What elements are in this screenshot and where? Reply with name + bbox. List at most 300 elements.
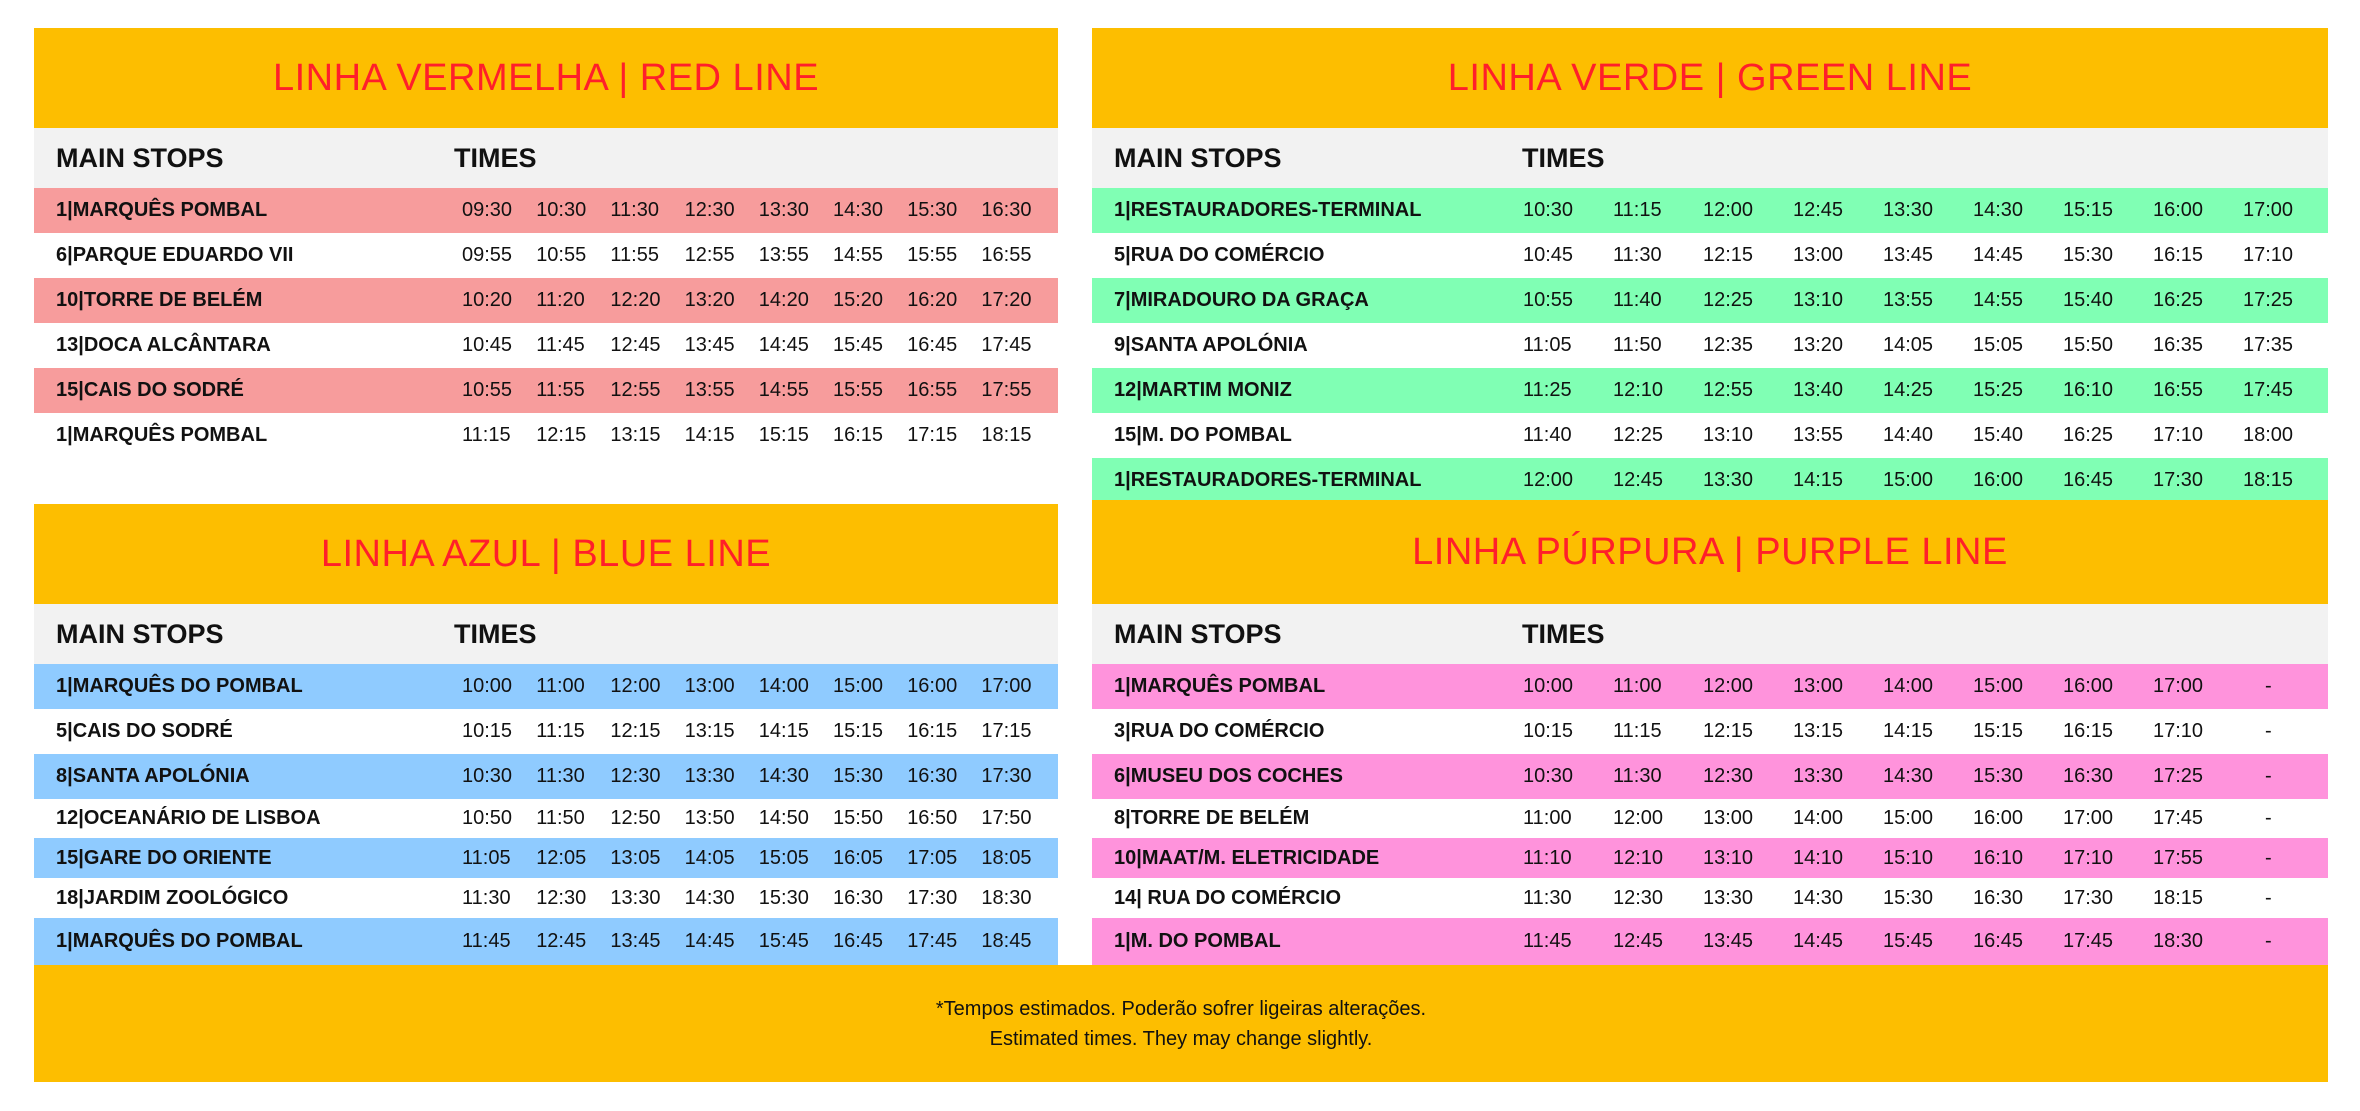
departure-time: 13:40	[1793, 379, 1844, 401]
departure-time: 18:15	[2153, 887, 2204, 909]
departure-time: 11:15	[536, 720, 585, 742]
departure-time: 14:45	[684, 930, 735, 952]
departure-time: 14:15	[1793, 469, 1844, 491]
departure-time: 12:30	[1703, 765, 1754, 787]
stop-name: 3|RUA DO COMÉRCIO	[1114, 720, 1325, 742]
schedule-row	[1092, 188, 2328, 233]
red-line-panel	[34, 28, 1058, 468]
departure-time: 10:15	[462, 720, 513, 742]
stop-name: 13|DOCA ALCÂNTARA	[56, 334, 271, 356]
departure-time: 14:45	[1793, 930, 1844, 952]
departure-time: 10:15	[1523, 720, 1574, 742]
schedule-row	[1092, 233, 2328, 278]
schedule-row	[34, 188, 1058, 233]
stop-name: 8|TORRE DE BELÉM	[1114, 807, 1310, 829]
departure-time: 16:45	[907, 334, 958, 356]
departure-time: 16:05	[833, 847, 884, 869]
schedule-row	[1092, 838, 2328, 878]
stop-name: 1|MARQUÊS DO POMBAL	[56, 930, 303, 952]
departure-time: 17:00	[2063, 807, 2114, 829]
schedule-row	[34, 799, 1058, 838]
departure-time: 13:55	[1793, 424, 1844, 446]
departure-time: 13:45	[684, 334, 735, 356]
departure-time: 13:45	[610, 930, 661, 952]
stop-name: 10|TORRE DE BELÉM	[56, 289, 263, 311]
blue-line-title: LINHA AZUL | BLUE LINE	[34, 504, 1058, 604]
departure-time: 11:15	[1613, 199, 1662, 221]
departure-time: 12:35	[1703, 334, 1754, 356]
departure-time: 09:55	[462, 244, 513, 266]
schedule-row	[1092, 413, 2328, 458]
departure-time: 10:00	[1523, 675, 1574, 697]
departure-time: 15:25	[1973, 379, 2024, 401]
departure-time: 11:50	[536, 807, 585, 829]
departure-time: 14:00	[1793, 807, 1844, 829]
departure-time: 11:20	[536, 289, 585, 311]
departure-time: 10:45	[462, 334, 513, 356]
departure-time: 18:45	[981, 930, 1032, 952]
departure-time: 14:15	[1883, 720, 1934, 742]
purple-line-panel	[1092, 500, 2328, 965]
departure-time: 16:45	[1973, 930, 2024, 952]
departure-time: 17:45	[981, 334, 1032, 356]
departure-time: -	[2265, 720, 2272, 742]
red-line-header	[34, 128, 1058, 188]
departure-time: 15:30	[2063, 244, 2114, 266]
departure-time: 13:30	[610, 887, 661, 909]
departure-time: 17:10	[2153, 424, 2204, 446]
departure-time: 12:45	[1793, 199, 1844, 221]
departure-time: 11:55	[536, 379, 585, 401]
departure-time: 13:10	[1703, 847, 1754, 869]
departure-time: 10:20	[462, 289, 513, 311]
stop-name: 8|SANTA APOLÓNIA	[56, 765, 250, 787]
departure-time: 14:40	[1883, 424, 1934, 446]
departure-time: 16:15	[2153, 244, 2204, 266]
departure-time: 13:55	[758, 244, 809, 266]
departure-time: 15:15	[2063, 199, 2114, 221]
departure-time: 11:15	[1613, 720, 1662, 742]
departure-time: 14:30	[1883, 765, 1934, 787]
departure-time: 13:15	[684, 720, 735, 742]
departure-time: 18:15	[2243, 469, 2294, 491]
green-line-title: LINHA VERDE | GREEN LINE	[1092, 28, 2328, 128]
departure-time: 12:15	[1703, 244, 1754, 266]
departure-time: 17:00	[2243, 199, 2294, 221]
departure-time: 15:15	[758, 424, 809, 446]
departure-time: 16:00	[2153, 199, 2204, 221]
stop-name: 1|MARQUÊS POMBAL	[1114, 675, 1326, 697]
stop-name: 5|CAIS DO SODRÉ	[56, 720, 233, 742]
departure-time: 11:00	[536, 675, 585, 697]
departure-time: 17:00	[2153, 675, 2204, 697]
green-line-panel	[1092, 28, 2328, 500]
departure-time: 10:00	[462, 675, 513, 697]
header-times: TIMES	[454, 619, 537, 649]
departure-time: 17:50	[981, 807, 1032, 829]
departure-time: 10:30	[1523, 199, 1574, 221]
departure-time: 16:55	[2153, 379, 2204, 401]
departure-time: 11:45	[536, 334, 585, 356]
green-line-header	[1092, 128, 2328, 188]
departure-time: 13:50	[684, 807, 735, 829]
departure-time: 14:05	[1883, 334, 1934, 356]
departure-time: 16:30	[1973, 887, 2024, 909]
departure-time: 14:30	[833, 199, 884, 221]
departure-time: 13:00	[1703, 807, 1754, 829]
departure-time: 10:30	[536, 199, 587, 221]
footer-note-pt: *Tempos estimados. Poderão sofrer ligeiras alterações.	[935, 997, 1427, 1020]
schedule-row	[34, 664, 1058, 709]
departure-time: 16:15	[833, 424, 884, 446]
departure-time: 12:25	[1613, 424, 1664, 446]
departure-time: 12:00	[610, 675, 661, 697]
departure-time: 11:45	[462, 930, 511, 952]
departure-time: 11:30	[1613, 765, 1662, 787]
departure-time: 10:55	[1523, 289, 1574, 311]
departure-time: 12:55	[610, 379, 661, 401]
header-times: TIMES	[1522, 619, 1605, 649]
departure-time: 14:25	[1883, 379, 1934, 401]
departure-time: 14:30	[758, 765, 809, 787]
stop-name: 12|MARTIM MONIZ	[1114, 379, 1292, 401]
stop-name: 12|OCEANÁRIO DE LISBOA	[56, 807, 321, 829]
departure-time: 17:30	[907, 887, 958, 909]
departure-time: 17:35	[2243, 334, 2294, 356]
departure-time: 11:05	[1523, 334, 1572, 356]
departure-time: 11:55	[610, 244, 659, 266]
schedule-row	[34, 709, 1058, 754]
departure-time: 15:05	[758, 847, 809, 869]
departure-time: 11:40	[1523, 424, 1572, 446]
stop-name: 18|JARDIM ZOOLÓGICO	[56, 887, 289, 909]
departure-time: -	[2265, 675, 2272, 697]
departure-time: 11:30	[536, 765, 585, 787]
departure-time: 12:10	[1613, 379, 1664, 401]
departure-time: 13:20	[1793, 334, 1844, 356]
departure-time: 13:55	[684, 379, 735, 401]
stop-name: 1|MARQUÊS DO POMBAL	[56, 675, 303, 697]
departure-time: 12:20	[610, 289, 661, 311]
departure-time: 14:00	[1883, 675, 1934, 697]
departure-time: 12:55	[1703, 379, 1754, 401]
departure-time: 13:20	[684, 289, 735, 311]
header-main-stops: MAIN STOPS	[56, 143, 224, 173]
departure-time: 15:10	[1883, 847, 1934, 869]
departure-time: 15:15	[833, 720, 884, 742]
blue-line-header	[34, 604, 1058, 664]
departure-time: 13:00	[1793, 675, 1844, 697]
departure-time: 11:10	[1523, 847, 1572, 869]
departure-time: 12:30	[536, 887, 587, 909]
schedule-row	[1092, 278, 2328, 323]
departure-time: 17:30	[981, 765, 1032, 787]
departure-time: 13:30	[684, 765, 735, 787]
schedule-row	[1092, 754, 2328, 799]
departure-time: 17:10	[2243, 244, 2294, 266]
departure-time: 11:30	[1613, 244, 1662, 266]
departure-time: 12:15	[1703, 720, 1754, 742]
purple-line-header	[1092, 604, 2328, 664]
departure-time: 17:05	[907, 847, 958, 869]
schedule-row	[34, 918, 1058, 965]
departure-time: 15:30	[833, 765, 884, 787]
departure-time: 15:55	[907, 244, 958, 266]
departure-time: 13:05	[610, 847, 661, 869]
departure-time: 16:30	[981, 199, 1032, 221]
departure-time: 15:00	[1883, 469, 1934, 491]
departure-time: -	[2265, 847, 2272, 869]
departure-time: 11:40	[1613, 289, 1662, 311]
departure-time: 14:10	[1793, 847, 1844, 869]
departure-time: 17:10	[2153, 720, 2204, 742]
departure-time: 14:15	[758, 720, 809, 742]
departure-time: 14:30	[684, 887, 735, 909]
departure-time: 16:20	[907, 289, 958, 311]
departure-time: 10:55	[462, 379, 513, 401]
departure-time: 16:45	[2063, 469, 2114, 491]
stop-name: 14| RUA DO COMÉRCIO	[1114, 887, 1342, 909]
departure-time: 18:00	[2243, 424, 2294, 446]
departure-time: 13:30	[1703, 469, 1754, 491]
departure-time: 17:45	[907, 930, 958, 952]
departure-time: 16:55	[981, 244, 1032, 266]
departure-time: 16:35	[2153, 334, 2204, 356]
schedule-row	[34, 754, 1058, 799]
header-main-stops: MAIN STOPS	[1114, 619, 1282, 649]
stop-name: 1|MARQUÊS POMBAL	[56, 424, 268, 446]
departure-time: 15:55	[833, 379, 884, 401]
departure-time: 17:00	[981, 675, 1032, 697]
departure-time: 14:20	[758, 289, 809, 311]
schedule-row	[34, 323, 1058, 368]
departure-time: 14:55	[758, 379, 809, 401]
departure-time: 16:30	[2063, 765, 2114, 787]
departure-time: 14:45	[1973, 244, 2024, 266]
departure-time: 13:30	[1703, 887, 1754, 909]
departure-time: 11:30	[462, 887, 511, 909]
departure-time: 16:00	[1973, 469, 2024, 491]
footer-note-en: Estimated times. They may change slightly.	[989, 1027, 1373, 1050]
departure-time: 18:15	[981, 424, 1032, 446]
stop-name: 15|GARE DO ORIENTE	[56, 847, 272, 869]
departure-time: 15:00	[833, 675, 884, 697]
departure-time: 14:00	[758, 675, 809, 697]
departure-time: 11:05	[462, 847, 511, 869]
departure-time: 15:20	[833, 289, 884, 311]
departure-time: 14:30	[1793, 887, 1844, 909]
purple-line-title: LINHA PÚRPURA | PURPLE LINE	[1092, 500, 2328, 604]
departure-time: 11:30	[1523, 887, 1572, 909]
stop-name: 9|SANTA APOLÓNIA	[1114, 334, 1308, 356]
departure-time: 15:50	[2063, 334, 2114, 356]
departure-time: 12:00	[1703, 199, 1754, 221]
departure-time: 17:15	[907, 424, 958, 446]
departure-time: 17:30	[2063, 887, 2114, 909]
departure-time: 16:00	[2063, 675, 2114, 697]
departure-time: 16:45	[833, 930, 884, 952]
departure-time: 13:30	[1883, 199, 1934, 221]
schedule-row	[34, 278, 1058, 323]
red-line-title: LINHA VERMELHA | RED LINE	[34, 28, 1058, 128]
schedule-row	[34, 878, 1058, 918]
departure-time: 10:30	[462, 765, 513, 787]
stop-name: 1|RESTAURADORES-TERMINAL	[1114, 469, 1422, 491]
departure-time: 15:45	[758, 930, 809, 952]
departure-time: 16:25	[2063, 424, 2114, 446]
departure-time: 16:50	[907, 807, 958, 829]
departure-time: 14:50	[758, 807, 809, 829]
departure-time: 15:30	[758, 887, 809, 909]
departure-time: 17:25	[2153, 765, 2204, 787]
departure-time: 13:30	[1793, 765, 1844, 787]
stop-name: 1|RESTAURADORES-TERMINAL	[1114, 199, 1422, 221]
blue-line-panel	[34, 504, 1058, 965]
departure-time: 10:55	[536, 244, 587, 266]
departure-time: 17:45	[2063, 930, 2114, 952]
departure-time: 14:05	[684, 847, 735, 869]
departure-time: 17:10	[2063, 847, 2114, 869]
departure-time: 13:00	[684, 675, 735, 697]
departure-time: 17:55	[981, 379, 1032, 401]
schedule-row	[34, 368, 1058, 413]
departure-time: 11:15	[462, 424, 511, 446]
schedule-row	[34, 838, 1058, 878]
header-times: TIMES	[454, 143, 537, 173]
departure-time: 16:00	[907, 675, 958, 697]
departure-time: 10:30	[1523, 765, 1574, 787]
schedule-row	[1092, 368, 2328, 413]
departure-time: 18:30	[2153, 930, 2204, 952]
header-main-stops: MAIN STOPS	[56, 619, 224, 649]
departure-time: -	[2265, 887, 2272, 909]
schedule-row	[1092, 664, 2328, 709]
departure-time: 15:30	[1973, 765, 2024, 787]
departure-time: 16:15	[907, 720, 958, 742]
departure-time: 16:10	[2063, 379, 2114, 401]
departure-time: 16:00	[1973, 807, 2024, 829]
departure-time: 11:30	[610, 199, 659, 221]
departure-time: 12:25	[1703, 289, 1754, 311]
departure-time: 11:00	[1523, 807, 1572, 829]
departure-time: 09:30	[462, 199, 513, 221]
schedule-row	[1092, 458, 2328, 503]
departure-time: 16:30	[833, 887, 884, 909]
departure-time: 17:55	[2153, 847, 2204, 869]
departure-time: 12:45	[536, 930, 587, 952]
departure-time: 12:45	[610, 334, 661, 356]
departure-time: 13:30	[758, 199, 809, 221]
departure-time: 17:30	[2153, 469, 2204, 491]
departure-time: 14:55	[833, 244, 884, 266]
header-times: TIMES	[1522, 143, 1605, 173]
stop-name: 6|MUSEU DOS COCHES	[1114, 765, 1343, 787]
departure-time: 15:50	[833, 807, 884, 829]
stop-name: 7|MIRADOURO DA GRAÇA	[1114, 289, 1369, 311]
departure-time: 17:45	[2243, 379, 2294, 401]
departure-time: 13:45	[1883, 244, 1934, 266]
departure-time: 15:30	[907, 199, 958, 221]
departure-time: 15:40	[2063, 289, 2114, 311]
departure-time: 14:30	[1973, 199, 2024, 221]
departure-time: 16:30	[907, 765, 958, 787]
departure-time: 16:15	[2063, 720, 2114, 742]
departure-time: 12:15	[610, 720, 661, 742]
departure-time: 12:00	[1613, 807, 1664, 829]
departure-time: 13:00	[1793, 244, 1844, 266]
departure-time: 14:55	[1973, 289, 2024, 311]
departure-time: 12:45	[1613, 930, 1664, 952]
departure-time: 13:10	[1793, 289, 1844, 311]
departure-time: 11:50	[1613, 334, 1662, 356]
departure-time: 15:00	[1883, 807, 1934, 829]
schedule-row	[1092, 709, 2328, 754]
departure-time: 17:25	[2243, 289, 2294, 311]
departure-time: 12:15	[536, 424, 587, 446]
departure-time: 15:45	[833, 334, 884, 356]
departure-time: 13:15	[1793, 720, 1844, 742]
stop-name: 5|RUA DO COMÉRCIO	[1114, 244, 1325, 266]
footer-note	[34, 965, 2328, 1082]
departure-time: 14:45	[758, 334, 809, 356]
departure-time: 13:10	[1703, 424, 1754, 446]
departure-time: 13:15	[610, 424, 661, 446]
stop-name: 1|M. DO POMBAL	[1114, 930, 1281, 952]
departure-time: 12:10	[1613, 847, 1664, 869]
schedule-row	[1092, 918, 2328, 965]
departure-time: 12:30	[610, 765, 661, 787]
departure-time: 12:55	[684, 244, 735, 266]
departure-time: 17:20	[981, 289, 1032, 311]
departure-time: 10:50	[462, 807, 513, 829]
departure-time: 11:45	[1523, 930, 1572, 952]
departure-time: 12:30	[1613, 887, 1664, 909]
departure-time: 12:05	[536, 847, 587, 869]
departure-time: 14:15	[684, 424, 735, 446]
departure-time: 16:25	[2153, 289, 2204, 311]
departure-time: 18:30	[981, 887, 1032, 909]
departure-time: 15:30	[1883, 887, 1934, 909]
departure-time: -	[2265, 765, 2272, 787]
departure-time: 18:05	[981, 847, 1032, 869]
departure-time: 11:00	[1613, 675, 1662, 697]
departure-time: 16:10	[1973, 847, 2024, 869]
departure-time: 12:00	[1523, 469, 1574, 491]
departure-time: 11:25	[1523, 379, 1572, 401]
schedule-row	[34, 233, 1058, 278]
departure-time: 17:45	[2153, 807, 2204, 829]
schedule-row	[1092, 323, 2328, 368]
schedule-row	[1092, 799, 2328, 838]
departure-time: 12:45	[1613, 469, 1664, 491]
departure-time: 12:00	[1703, 675, 1754, 697]
departure-time: 10:45	[1523, 244, 1574, 266]
stop-name: 6|PARQUE EDUARDO VII	[56, 244, 294, 266]
departure-time: 15:15	[1973, 720, 2024, 742]
departure-time: 15:00	[1973, 675, 2024, 697]
header-main-stops: MAIN STOPS	[1114, 143, 1282, 173]
departure-time: -	[2265, 930, 2272, 952]
departure-time: 13:55	[1883, 289, 1934, 311]
stop-name: 15|CAIS DO SODRÉ	[56, 379, 244, 401]
departure-time: 12:30	[684, 199, 735, 221]
departure-time: 17:15	[981, 720, 1032, 742]
departure-time: 15:45	[1883, 930, 1934, 952]
departure-time: 12:50	[610, 807, 661, 829]
departure-time: 15:40	[1973, 424, 2024, 446]
departure-time: 16:55	[907, 379, 958, 401]
stop-name: 10|MAAT/M. ELETRICIDADE	[1114, 847, 1380, 869]
